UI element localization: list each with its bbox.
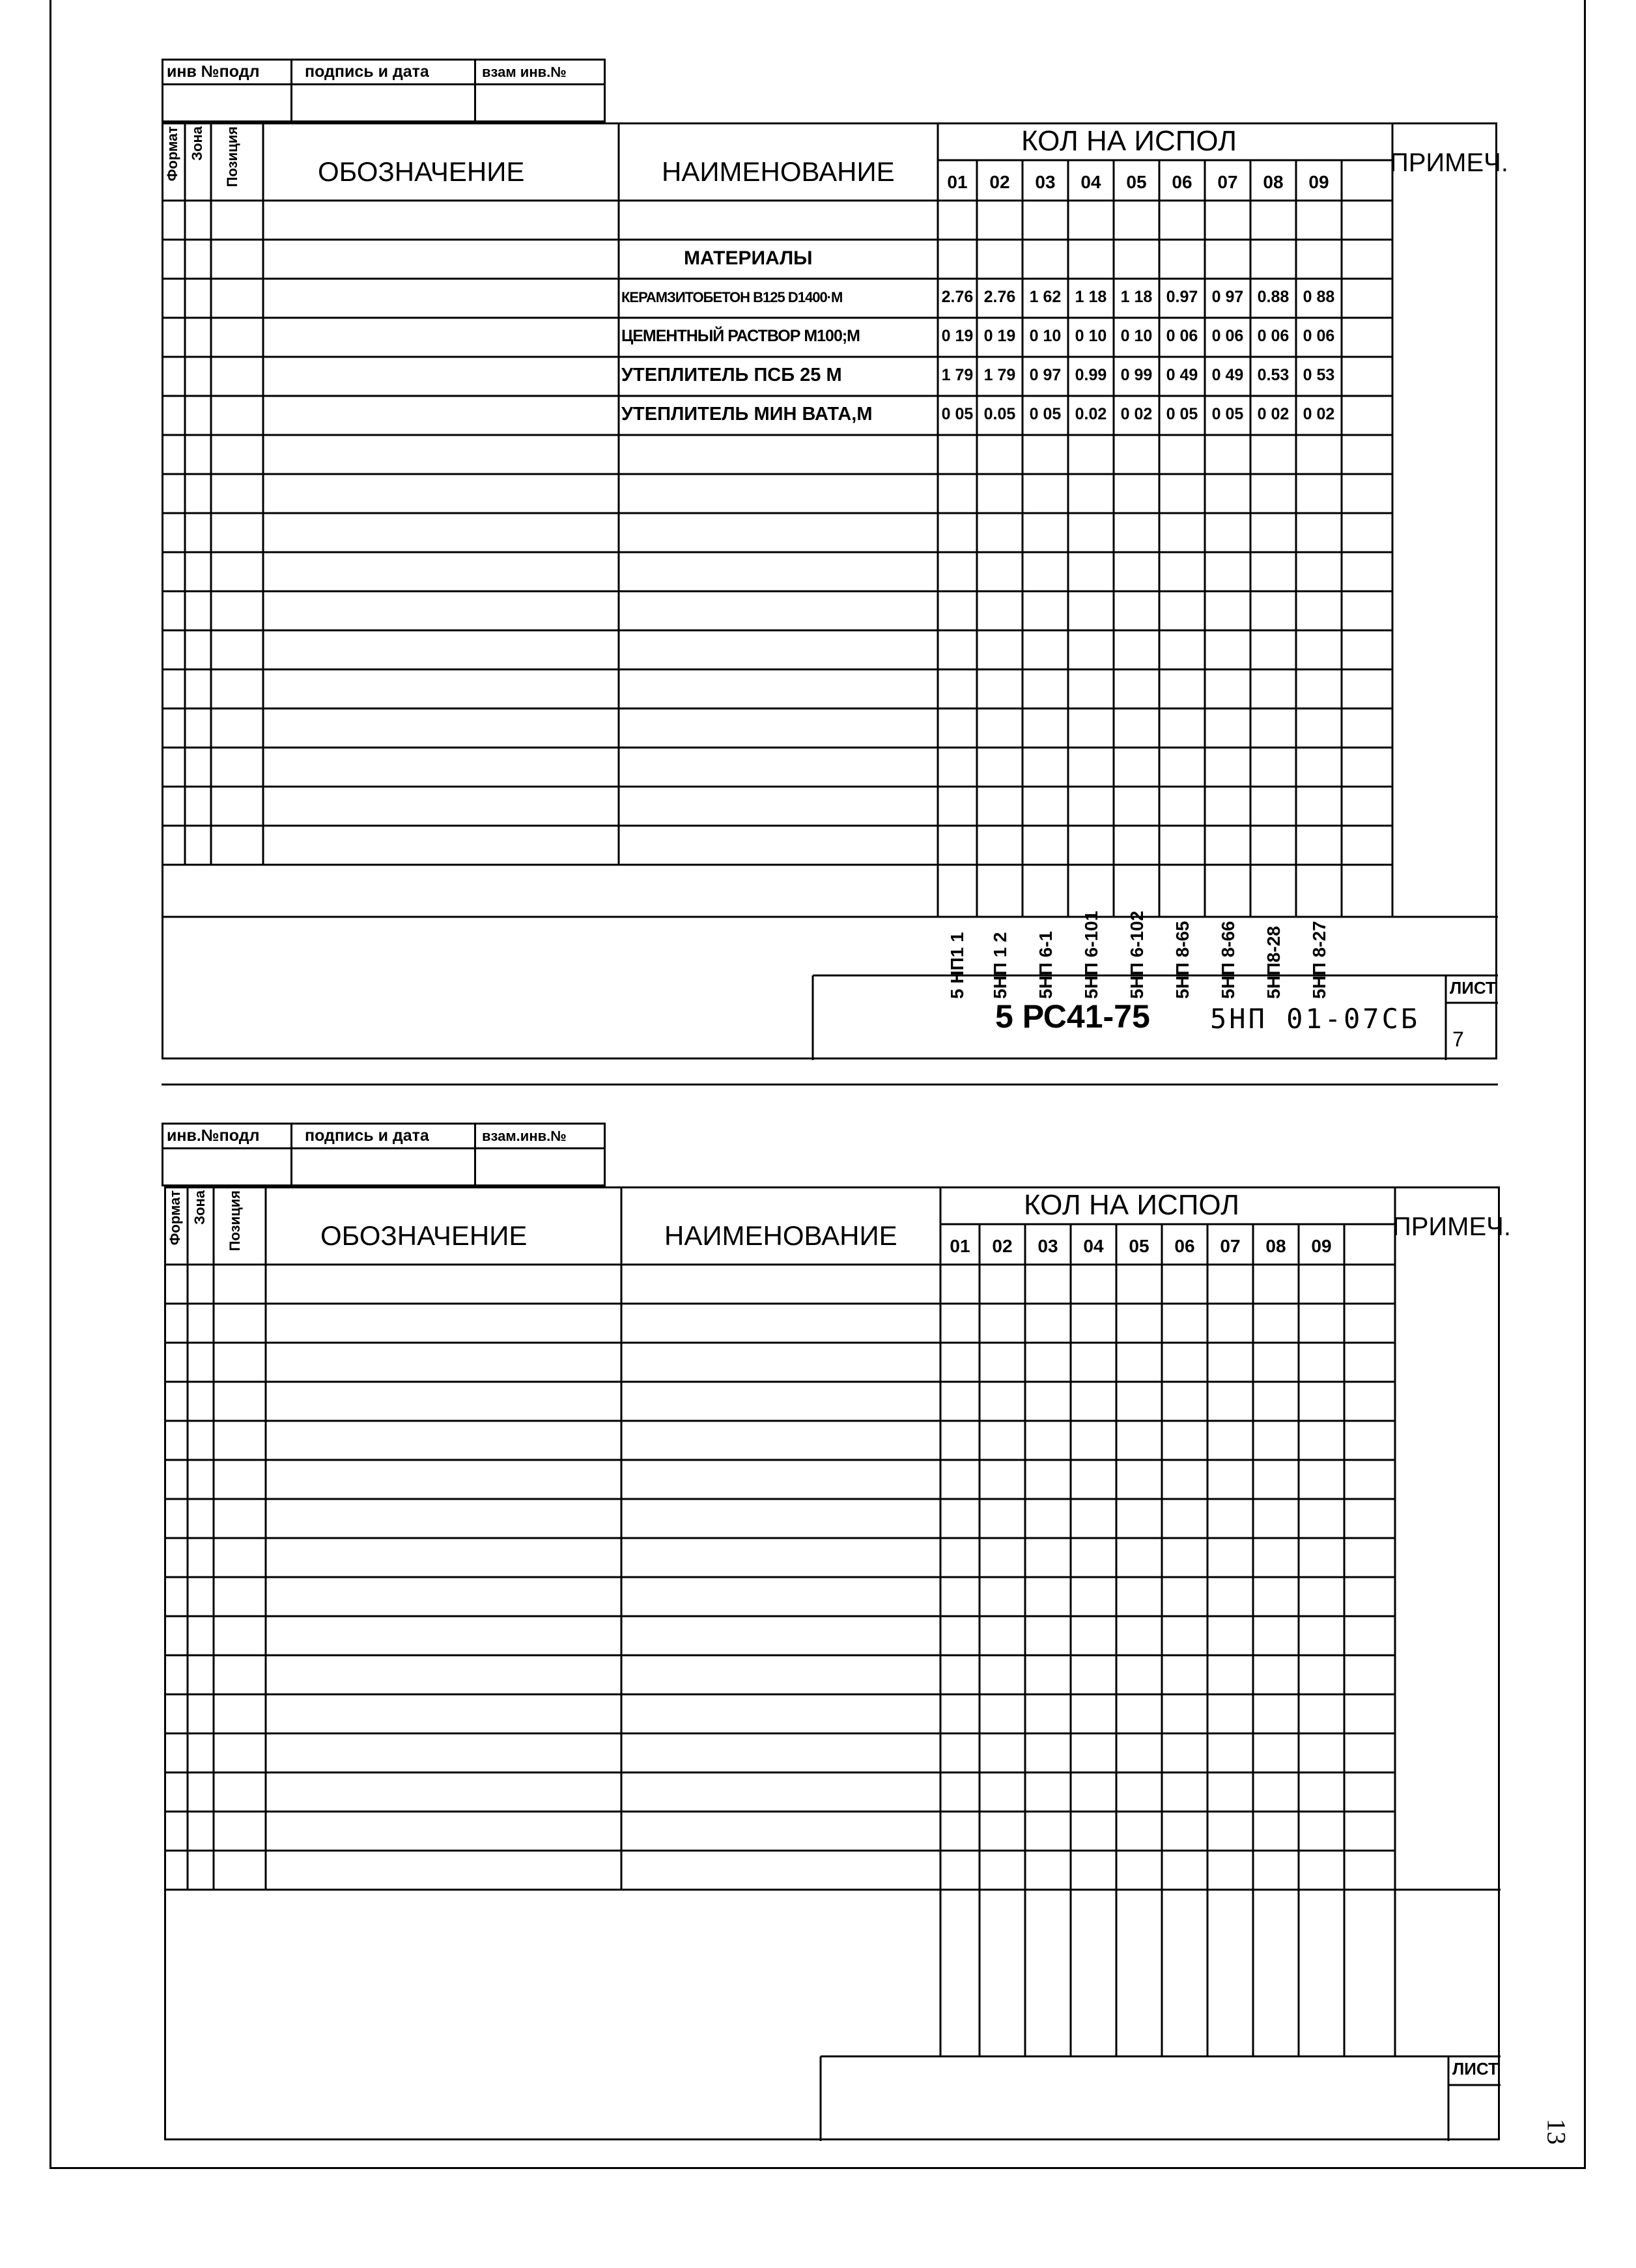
header-position: Позиция bbox=[224, 126, 240, 188]
variant-03: 03 bbox=[1037, 1236, 1058, 1256]
qty-cell: 1 62 bbox=[1029, 288, 1062, 306]
header-position: Позиция bbox=[227, 1190, 243, 1252]
sheet-label: ЛИСТ bbox=[1452, 2059, 1499, 2079]
stamp-signature-date: подпись и дата bbox=[305, 1127, 429, 1145]
header-zone: Зона bbox=[189, 126, 205, 161]
header-note: ПРИМЕЧ. bbox=[1392, 1212, 1511, 1241]
variant-01: 01 bbox=[950, 1236, 970, 1256]
variant-08: 08 bbox=[1263, 172, 1284, 192]
qty-cell: 0 02 bbox=[1303, 405, 1335, 423]
qty-cell: 0 06 bbox=[1257, 327, 1290, 345]
material-name: УТЕПЛИТЕЛЬ МИН ВАТА,М bbox=[621, 404, 873, 425]
sheet-label: ЛИСТ bbox=[1450, 978, 1496, 998]
header-format: Формат bbox=[167, 1190, 183, 1246]
qty-cell: 0 05 bbox=[1029, 405, 1062, 423]
qty-cell: 0 19 bbox=[983, 327, 1016, 345]
qty-cell: 0.97 bbox=[1166, 288, 1198, 306]
spec-table-grid bbox=[164, 1186, 1501, 2141]
stamp-vzam-inv: взам инв.№ bbox=[482, 64, 567, 80]
qty-cell: 0 06 bbox=[1211, 327, 1244, 345]
qty-cell: 0 88 bbox=[1303, 288, 1335, 306]
stamp-inv-podl: инв №подл bbox=[167, 63, 260, 81]
qty-cell: 1 79 bbox=[941, 366, 974, 384]
variant-04: 04 bbox=[1083, 1236, 1104, 1256]
material-name: ЦЕМЕНТНЫЙ РАСТВОР М100;М bbox=[621, 327, 860, 345]
qty-cell: 0.88 bbox=[1257, 288, 1290, 306]
header-name: НАИМЕНОВАНИЕ bbox=[664, 1220, 897, 1251]
qty-cell: 0 10 bbox=[1075, 327, 1107, 345]
stamp-signature-date: подпись и дата bbox=[305, 63, 429, 81]
header-zone: Зона bbox=[191, 1190, 208, 1225]
page-number: 13 bbox=[1542, 2118, 1572, 2145]
frame-bottom bbox=[49, 2167, 1586, 2169]
qty-cell: 1 18 bbox=[1075, 288, 1107, 306]
qty-cell: 0.05 bbox=[983, 405, 1016, 423]
qty-cell: 0 02 bbox=[1257, 405, 1290, 423]
qty-cell: 0 99 bbox=[1120, 366, 1153, 384]
variant-09: 09 bbox=[1308, 172, 1329, 192]
variant-08: 08 bbox=[1265, 1236, 1286, 1256]
stamp-vzam-inv: взам.инв.№ bbox=[482, 1128, 567, 1144]
header-format: Формат bbox=[164, 126, 180, 182]
qty-cell: 0 19 bbox=[941, 327, 974, 345]
frame-left bbox=[49, 0, 51, 2168]
section-title: МАТЕРИАЛЫ bbox=[684, 247, 813, 269]
product-mark: 5НП 6-101 bbox=[1081, 910, 1101, 999]
header-designation: ОБОЗНАЧЕНИЕ bbox=[318, 156, 525, 187]
product-mark: 5 НП1 1 bbox=[947, 932, 967, 999]
qty-cell: 0 05 bbox=[941, 405, 974, 423]
qty-cell: 0.02 bbox=[1075, 405, 1107, 423]
product-mark: 5НП 6-102 bbox=[1127, 910, 1147, 999]
variant-05: 05 bbox=[1126, 172, 1147, 192]
header-qty: КОЛ НА ИСПОЛ bbox=[1024, 1189, 1239, 1221]
product-mark: 5НП 6-1 bbox=[1036, 931, 1056, 999]
qty-cell: 0.53 bbox=[1257, 366, 1290, 384]
qty-cell: 2.76 bbox=[983, 288, 1016, 306]
frame-right bbox=[1584, 0, 1586, 2168]
qty-cell: 0 53 bbox=[1303, 366, 1335, 384]
product-mark: 5НП 8-27 bbox=[1309, 921, 1329, 999]
qty-cell: 2.76 bbox=[941, 288, 974, 306]
qty-cell: 1 18 bbox=[1120, 288, 1153, 306]
sheet-number: 7 bbox=[1452, 1028, 1464, 1051]
header-qty: КОЛ НА ИСПОЛ bbox=[1021, 125, 1237, 157]
variant-03: 03 bbox=[1035, 172, 1056, 192]
variant-01: 01 bbox=[947, 172, 968, 192]
qty-cell: 1 79 bbox=[983, 366, 1016, 384]
qty-cell: 0 02 bbox=[1120, 405, 1153, 423]
qty-cell: 0 06 bbox=[1303, 327, 1335, 345]
qty-cell: 0 05 bbox=[1166, 405, 1198, 423]
header-designation: ОБОЗНАЧЕНИЕ bbox=[320, 1220, 528, 1251]
product-mark: 5НП 8-66 bbox=[1218, 921, 1238, 999]
variant-04: 04 bbox=[1080, 172, 1101, 192]
sheet-divider bbox=[162, 1084, 1498, 1085]
qty-cell: 0 49 bbox=[1166, 366, 1198, 384]
qty-cell: 0 06 bbox=[1166, 327, 1198, 345]
qty-cell: 0 10 bbox=[1120, 327, 1153, 345]
header-name: НАИМЕНОВАНИЕ bbox=[662, 156, 895, 187]
product-mark: 5НП 8-65 bbox=[1172, 921, 1192, 999]
product-mark: 5НП8-28 bbox=[1263, 926, 1284, 999]
variant-07: 07 bbox=[1220, 1236, 1241, 1256]
qty-cell: 0 49 bbox=[1211, 366, 1244, 384]
qty-cell: 0 97 bbox=[1029, 366, 1062, 384]
header-note: ПРИМЕЧ. bbox=[1390, 148, 1508, 177]
spec-table-upper bbox=[162, 122, 1508, 1060]
material-name: УТЕПЛИТЕЛЬ ПСБ 25 М bbox=[621, 365, 842, 385]
qty-cell: 0 05 bbox=[1211, 405, 1244, 423]
variant-06: 06 bbox=[1172, 172, 1192, 192]
doc-code: 5 РС41-75 bbox=[995, 998, 1150, 1035]
variant-07: 07 bbox=[1217, 172, 1238, 192]
variant-06: 06 bbox=[1174, 1236, 1195, 1256]
material-name: КЕРАМЗИТОБЕТОН В125 D1400·М bbox=[621, 289, 843, 305]
spec-table-lower bbox=[164, 1186, 1511, 2141]
stamp-inv-podl: инв.№подл bbox=[167, 1127, 260, 1145]
variant-09: 09 bbox=[1311, 1236, 1332, 1256]
spec-table-grid bbox=[162, 122, 1498, 1060]
variant-02: 02 bbox=[992, 1236, 1013, 1256]
qty-cell: 0 10 bbox=[1029, 327, 1062, 345]
variant-02: 02 bbox=[989, 172, 1010, 192]
handwritten-code: 5НП 01-07СБ bbox=[1210, 1003, 1420, 1035]
product-mark: 5НП 1 2 bbox=[990, 932, 1010, 999]
qty-cell: 0.99 bbox=[1075, 366, 1107, 384]
variant-05: 05 bbox=[1129, 1236, 1149, 1256]
qty-cell: 0 97 bbox=[1211, 288, 1244, 306]
